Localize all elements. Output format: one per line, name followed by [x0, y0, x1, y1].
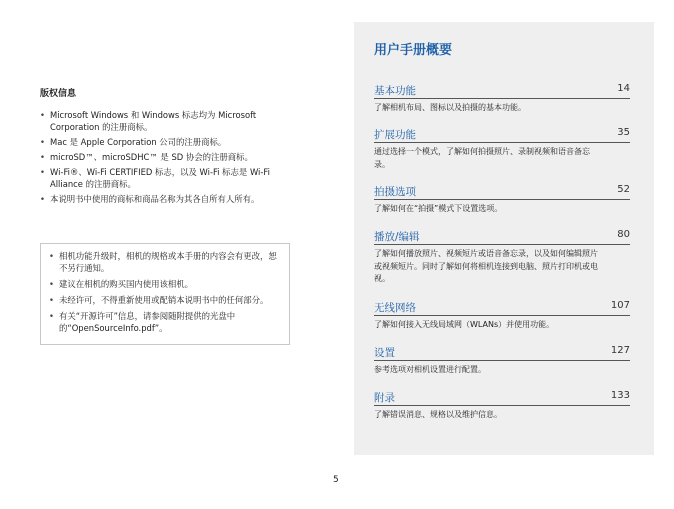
section-basic-functions[interactable]: [374, 82, 630, 115]
section-header: [374, 82, 630, 99]
section-page-number: 80: [617, 229, 630, 240]
section-title[interactable]: 设置: [374, 347, 395, 359]
section-title[interactable]: 附录: [374, 392, 395, 404]
section-header: [374, 299, 630, 316]
section-page-number: 133: [610, 390, 630, 401]
section-title[interactable]: 无线网络: [374, 302, 416, 314]
notice-box: [40, 243, 290, 345]
section-page-number: 14: [617, 83, 630, 94]
section-page-number: 127: [610, 345, 630, 356]
notice-list: [49, 250, 281, 334]
section-playback-edit[interactable]: [374, 228, 630, 286]
notice-item: • 建议在相机的购买国内使用该相机。: [49, 278, 281, 290]
section-shooting-options[interactable]: [374, 183, 630, 216]
page-number: 5: [333, 475, 339, 485]
section-header: [374, 228, 630, 245]
copyright-item: • 本说明书中使用的商标和商品名称为其各自所有人所有。: [40, 193, 290, 205]
section-description: 了解如何在“拍摄”模式下设置选项。: [374, 204, 503, 213]
section-description: 了解错误消息、规格以及维护信息。: [374, 410, 502, 419]
copyright-item: • Microsoft Windows 和 Windows 标志均为 Microsoft Corporation 的注册商标。: [40, 109, 290, 133]
section-appendix[interactable]: [374, 389, 630, 422]
copyright-item: • Wi-Fi®、Wi-Fi CERTIFIED 标志，以及 Wi-Fi 标志是 Wi-Fi Alliance 的注册商标。: [40, 166, 290, 190]
section-header: [374, 389, 630, 406]
section-description: 了解如何播放照片、视频短片或语音备忘录，以及如何编辑照片或视频短片。同时了解如何将相机连接到电脑、照片打印机或电视。: [374, 249, 598, 283]
overview-title: 用户手册概要: [374, 43, 453, 58]
section-page-number: 35: [617, 127, 630, 138]
section-title[interactable]: 基本功能: [374, 85, 416, 97]
section-header: [374, 126, 630, 143]
copyright-block: [40, 86, 290, 208]
copyright-title: 版权信息: [40, 89, 77, 99]
copyright-list: [40, 109, 290, 205]
copyright-item: • microSD™、microSDHC™ 是 SD 协会的注册商标。: [40, 151, 290, 163]
notice-item: • 未经许可，不得重新使用或配销本说明书中的任何部分。: [49, 294, 281, 306]
notice-item: • 相机功能升级时，相机的规格或本手册的内容会有更改，恕不另行通知。: [49, 250, 281, 274]
section-settings[interactable]: [374, 344, 630, 377]
section-description: 了解如何接入无线局域网（WLANs）并使用功能。: [374, 320, 555, 329]
section-extended-functions[interactable]: [374, 126, 630, 171]
notice-item: • 有关“开源许可”信息，请参阅随附提供的光盘中的“OpenSourceInfo.pdf”。: [49, 310, 281, 334]
section-title[interactable]: 播放/编辑: [374, 231, 420, 243]
section-header: [374, 183, 630, 200]
section-title[interactable]: 扩展功能: [374, 129, 416, 141]
section-description: 参考选项对相机设置进行配置。: [374, 365, 486, 374]
overview-panel: [354, 22, 654, 455]
section-header: [374, 344, 630, 361]
section-description: 通过选择一个模式，了解如何拍摄照片、录制视频和语音备忘录。: [374, 147, 590, 169]
section-page-number: 52: [617, 184, 630, 195]
copyright-item: • Mac 是 Apple Corporation 公司的注册商标。: [40, 136, 290, 148]
section-description: 了解相机布局、图标以及拍摄的基本功能。: [374, 103, 526, 112]
section-page-number: 107: [610, 300, 630, 311]
section-title[interactable]: 拍摄选项: [374, 186, 416, 198]
section-wireless-network[interactable]: [374, 299, 630, 332]
